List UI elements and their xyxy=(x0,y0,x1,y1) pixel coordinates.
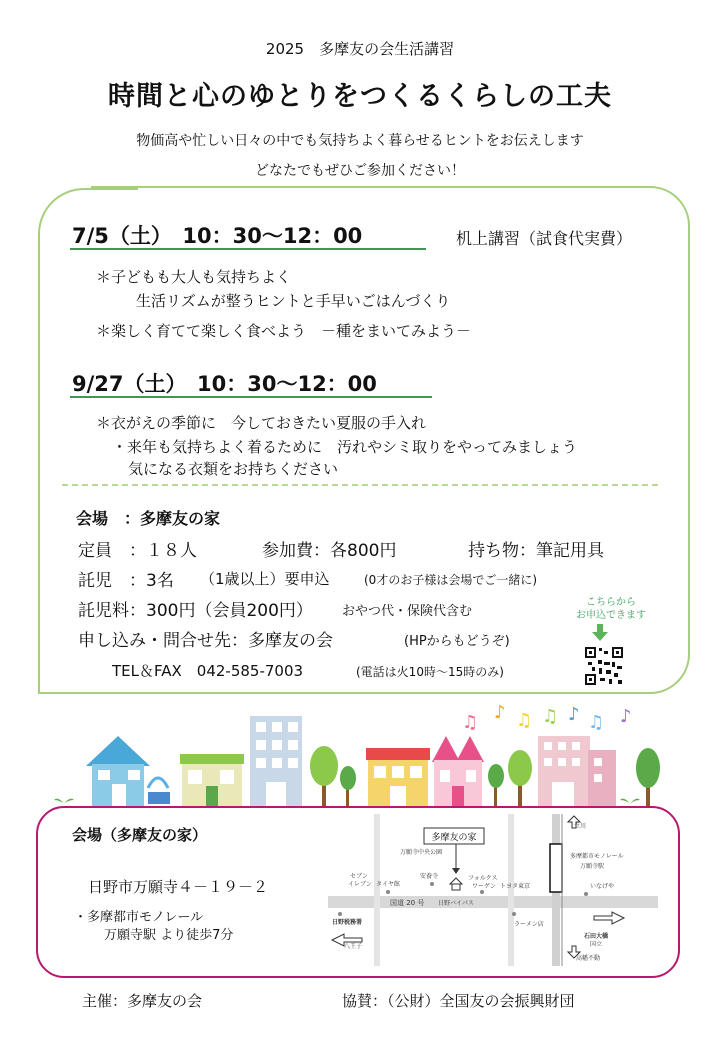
tree xyxy=(488,750,532,806)
contact: 申し込み・問合せ先：多摩友の会 xyxy=(78,631,333,651)
access-line-2: 万願寺駅 より徒歩7分 xyxy=(104,928,234,943)
svg-text:立川: 立川 xyxy=(574,823,587,830)
session1-topic1: ＊子どもも大人も気持ちよく xyxy=(96,268,292,286)
svg-text:トヨタ東京: トヨタ東京 xyxy=(500,883,531,890)
svg-text:♪: ♪ xyxy=(620,706,632,727)
music-notes-icon xyxy=(462,702,632,733)
green-shop xyxy=(180,754,244,806)
red-awning-shop xyxy=(366,748,430,806)
session2-date: 9/27（土） 10：30〜12：00 xyxy=(72,372,377,396)
venue: 会場 ：多摩友の家 xyxy=(76,509,221,528)
svg-text:ワーゲン: ワーゲン xyxy=(472,883,496,890)
session1-topic2: ＊楽しく育てて楽しく食べよう －種をまいてみよう－ xyxy=(96,322,472,340)
svg-text:ラーメン店: ラーメン店 xyxy=(514,921,544,928)
organizer: 主催：多摩友の会 xyxy=(82,992,203,1010)
supporter: 協賛：（公財）全国友の会振興財団 xyxy=(342,992,575,1010)
address: 日野市万願寺４－１９－２ xyxy=(88,878,269,896)
bring: 持ち物：筆記用具 xyxy=(468,541,604,561)
svg-text:タイヤ館: タイヤ館 xyxy=(376,881,400,888)
session2-topic: ＊衣がえの季節に 今しておきたい夏服の手入れ xyxy=(96,414,427,432)
childcare-fee: 託児料：300円（会員200円） xyxy=(78,601,313,621)
map-label-home: 多摩友の家 xyxy=(431,833,477,843)
page-title: 時間と心のゆとりをつくるくらしの工夫 xyxy=(108,81,612,112)
svg-text:セブン: セブン xyxy=(350,873,368,880)
home-icon xyxy=(450,878,462,890)
town-illustration xyxy=(0,700,720,810)
capacity: 定員 ：１８人 xyxy=(78,541,197,561)
tree xyxy=(310,746,356,806)
svg-text:♫: ♫ xyxy=(588,712,605,733)
map-heading: 会場（多摩友の家） xyxy=(72,826,208,844)
down-arrow-icon xyxy=(592,624,608,642)
svg-text:万願寺中央公園: 万願寺中央公園 xyxy=(400,849,443,856)
apply-note: こちらから お申込できます xyxy=(576,597,646,621)
svg-text:♪: ♪ xyxy=(494,702,506,723)
fountain xyxy=(148,778,170,804)
svg-text:♫: ♫ xyxy=(542,706,559,727)
tel-fax[interactable]: TEL＆FAX 042-585-7003 xyxy=(112,662,304,680)
session2-underline xyxy=(70,396,432,398)
svg-text:♫: ♫ xyxy=(462,712,479,733)
svg-text:国立: 国立 xyxy=(590,941,603,948)
intro-line-1: 物価高や忙しい日々の中でも気持ちよく暮らせるヒントをお伝えします xyxy=(136,133,584,149)
svg-text:多摩都市モノレール: 多摩都市モノレール xyxy=(570,853,624,860)
tall-building xyxy=(250,716,302,806)
svg-text:安養寺: 安養寺 xyxy=(420,873,439,880)
pink-building xyxy=(538,736,616,806)
intro-line-2: どなたでもぜひご参加ください！ xyxy=(255,163,465,179)
fee: 参加費：各800円 xyxy=(262,541,397,561)
svg-text:♫: ♫ xyxy=(516,710,533,731)
svg-text:万願寺駅: 万願寺駅 xyxy=(580,863,605,870)
svg-text:国道 20 号: 国道 20 号 xyxy=(390,899,425,907)
session2-detail2: 気になる衣類をお持ちください xyxy=(128,460,339,478)
contact-note: (HPからもどうぞ) xyxy=(404,634,510,649)
session1-date: 7/5（土） 10：30〜12：00 xyxy=(72,224,363,248)
session1-topic1-detail: 生活リズムが整うヒントと手早いごはんづくり xyxy=(136,292,451,310)
tel-hours-note: (電話は火10時〜15時のみ) xyxy=(356,665,504,679)
access-map[interactable] xyxy=(328,814,658,966)
dashed-divider xyxy=(62,484,658,486)
qr-code[interactable] xyxy=(584,646,624,686)
svg-text:石田大橋: 石田大橋 xyxy=(584,933,609,940)
svg-text:フォルクス: フォルクス xyxy=(468,875,498,882)
childcare-age: （1歳以上）要申込 xyxy=(200,570,330,588)
session1-underline xyxy=(70,248,426,250)
childcare: 託児 ：3名 xyxy=(78,571,174,591)
svg-text:高幡不動: 高幡不動 xyxy=(576,955,601,962)
pink-house xyxy=(432,736,484,806)
childcare-note: (0才のお子様は会場でご一緒に) xyxy=(364,573,537,587)
session2-detail1: ・来年も気持ちよく着るために 汚れやシミ取りをやってみましょう xyxy=(112,438,578,456)
svg-text:日野バイパス: 日野バイパス xyxy=(438,900,474,907)
childcare-fee-note: おやつ代・保険代含む xyxy=(342,604,473,619)
svg-text:♪: ♪ xyxy=(568,704,580,725)
svg-text:日野税務署: 日野税務署 xyxy=(332,919,363,926)
tree xyxy=(636,748,660,806)
session1-kind: 机上講習（試食代実費） xyxy=(456,229,633,248)
svg-text:いなげや: いなげや xyxy=(590,883,615,890)
event-series: 2025 多摩友の会生活講習 xyxy=(265,40,455,58)
access-line-1: ・多摩都市モノレール xyxy=(74,910,204,925)
monorail-station xyxy=(550,844,562,892)
svg-text:八王子: 八王子 xyxy=(344,943,363,950)
svg-text:イレブン: イレブン xyxy=(348,881,372,888)
blue-house xyxy=(86,736,150,806)
